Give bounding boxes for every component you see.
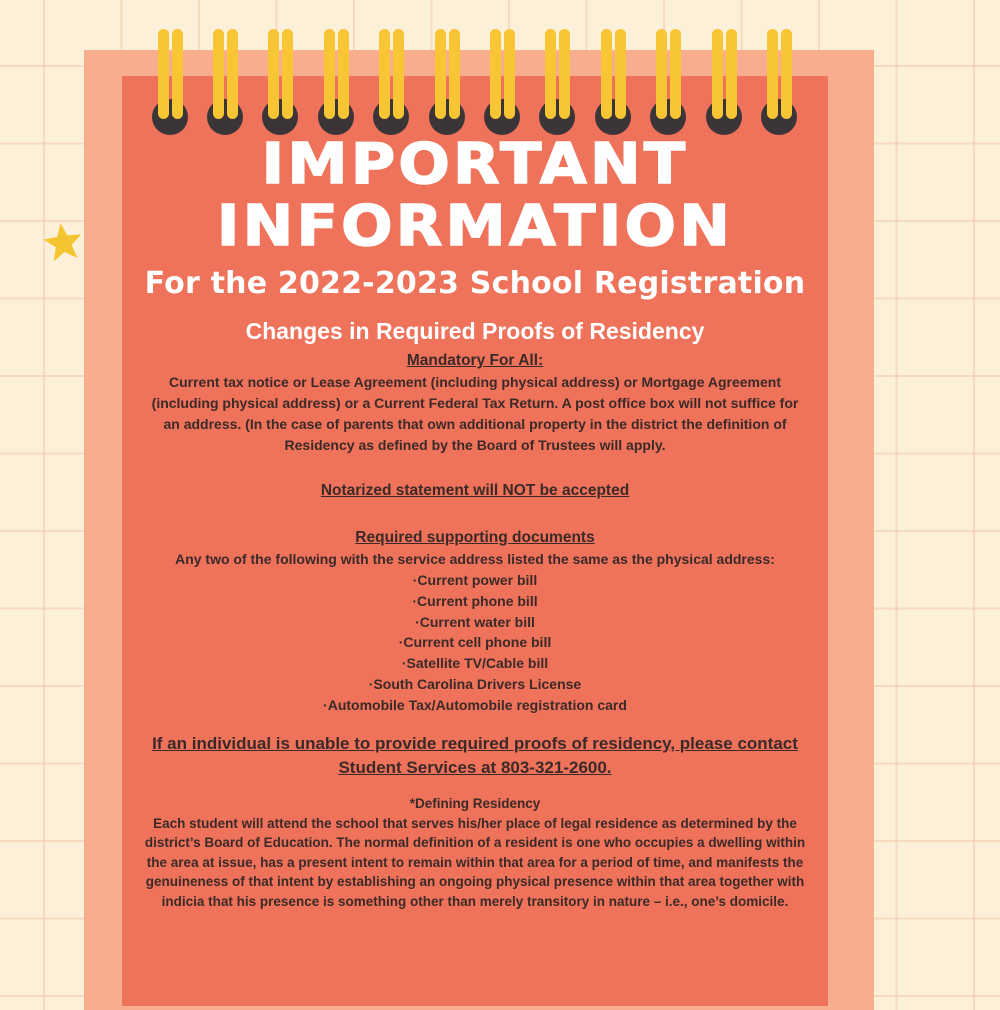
- list-item: ·Current cell phone bill: [398, 634, 552, 651]
- spiral-ring-icon: [428, 29, 466, 136]
- star-icon: [42, 220, 84, 262]
- poster-content: [122, 130, 828, 911]
- section-heading: Changes in Required Proofs of Residency: [245, 318, 705, 344]
- list-item: ·Current water bill: [415, 613, 535, 630]
- title-line-1: IMPORTANT: [261, 132, 689, 197]
- spiral-ring-icon: [483, 29, 521, 136]
- spiral-ring-icon: [760, 29, 798, 136]
- defining-residency-text: Each student will attend the school that serves his/her place of legal residence as determined by the district’s Board of Education. The normal definition of a resident is one who occupies a dwelling within the area at issue, has a present intent to remain within that area for a period of time, and manifests the genuineness of that intent by establishing an ongoing physical presence within that area together with indicia that his presence is something other than merely transitory in nature – i.e., one’s domicile.: [144, 815, 806, 909]
- spiral-ring-icon: [151, 29, 189, 136]
- title-line-2: INFORMATION: [216, 194, 734, 259]
- supporting-intro: Any two of the following with the service address listed the same as the physical address:: [175, 551, 775, 567]
- supporting-documents-section: [122, 527, 828, 716]
- spiral-ring-icon: [705, 29, 743, 136]
- mandatory-text: Current tax notice or Lease Agreement (including physical address) or Mortgage Agreement (including physical address) or a Current Federal Tax Return. A post office box will not suffice for an address. (In the case of parents that own additional property in the district the definition of Residency as defined by the Board of Trustees will apply.: [151, 374, 799, 453]
- supporting-heading: Required supporting documents: [355, 529, 595, 546]
- spiral-ring-icon: [594, 29, 632, 136]
- list-item: ·Satellite TV/Cable bill: [401, 655, 549, 672]
- spiral-ring-icon: [649, 29, 687, 136]
- list-item: ·South Carolina Drivers License: [368, 675, 582, 692]
- list-item: ·Current phone bill: [412, 592, 538, 609]
- spiral-ring-icon: [261, 29, 299, 136]
- list-item: ·Current power bill: [412, 572, 538, 588]
- spiral-ring-icon: [206, 29, 244, 136]
- subtitle: For the 2022-2023 School Registration: [144, 266, 806, 301]
- defining-residency-heading: *Defining Residency: [409, 795, 541, 811]
- spiral-ring-icon: [372, 29, 410, 136]
- notarized-notice: Notarized statement will NOT be accepted: [320, 482, 630, 499]
- list-item: ·Automobile Tax/Automobile registration card: [323, 696, 627, 713]
- mandatory-section: [122, 350, 828, 456]
- mandatory-heading: Mandatory For All:: [406, 352, 544, 369]
- spiral-ring-icon: [538, 29, 576, 136]
- spiral-ring-icon: [317, 29, 355, 136]
- contact-notice: If an individual is unable to provide required proofs of residency, please contact Student Services at 803-321-2600.: [152, 733, 798, 777]
